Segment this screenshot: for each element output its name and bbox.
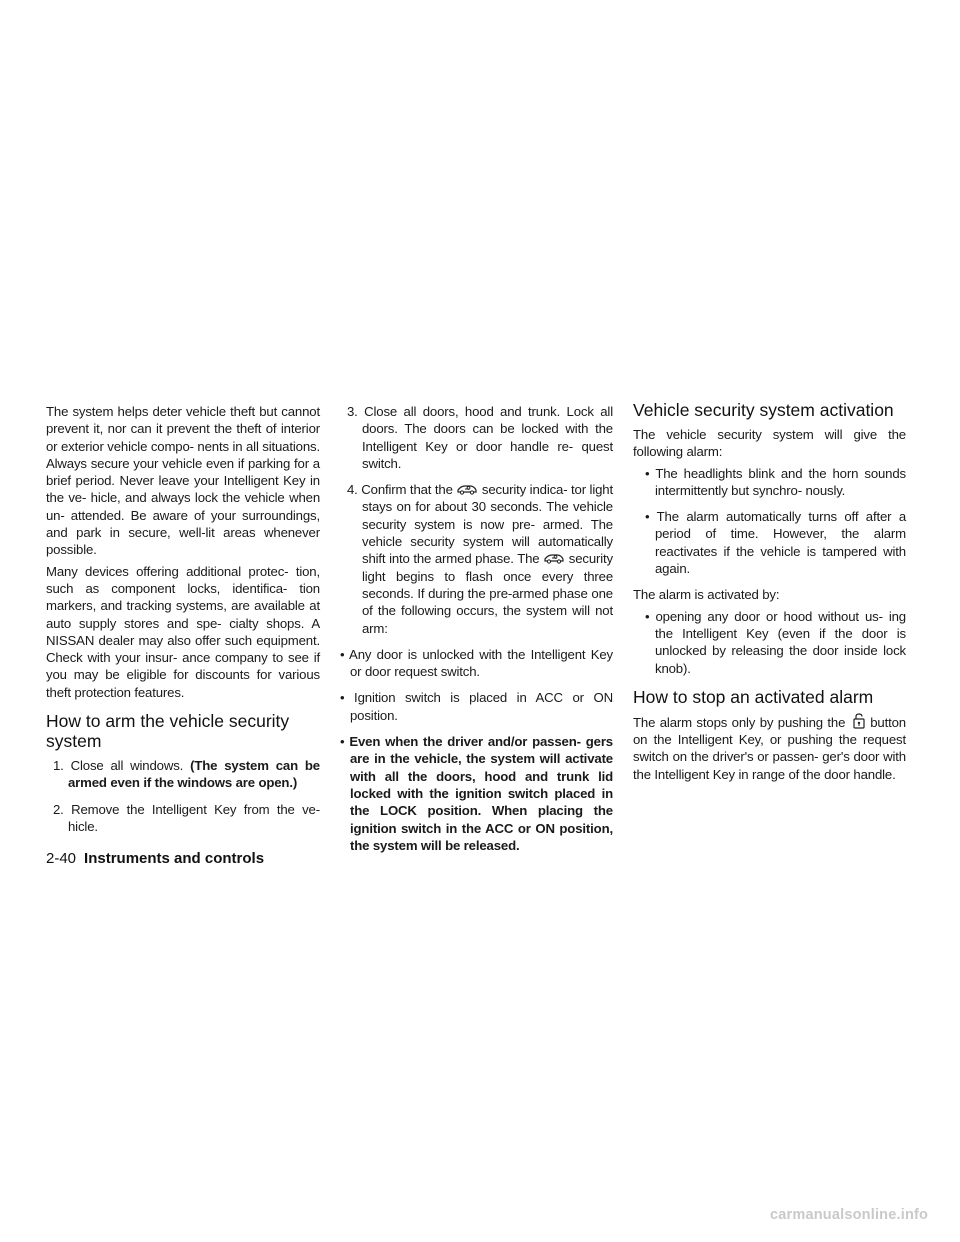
alarm-bullet-2: • The alarm automatically turns off after a period of time. However, the alarm reactivates if the vehicle is tampered with again. (645, 509, 906, 577)
stop-alarm-text (633, 713, 906, 783)
activation-intro: The vehicle security system will give the following alarm: (633, 427, 906, 460)
page-footer (46, 850, 264, 868)
column-right (633, 400, 906, 787)
activated-bullet-1: • opening any door or hood without us- ing the Intelligent Key (even if the door is unlocked by releasing the door inside lock knob). (645, 608, 906, 676)
security-indicator-icon (543, 552, 565, 564)
page-number: 2-40 (46, 850, 77, 867)
heading-security-activation: Vehicle security system activation (633, 400, 894, 420)
heading-stop-alarm: How to stop an activated alarm (633, 686, 874, 707)
step-4-part-b: security indica- tor light stays on for about 30 seconds. The vehicle security system is now pre- armed. The vehicle security system will automatically shift into the armed phase. The (362, 482, 613, 567)
step-1-text: 1. Close all windows. (53, 758, 191, 774)
alarm-bullet-1: • The headlights blink and the horn sounds intermittently but synchro- nously. (645, 465, 906, 498)
section-title: Instruments and controls (84, 850, 265, 867)
prearm-bullet-1: • Any door is unlocked with the Intelligent Key or door request switch. (340, 646, 613, 680)
step-4-part-c: security light begins to flash once every three seconds. If during the pre-armed phase one of the following occurs, the system will not arm: (362, 551, 613, 636)
column-left (46, 403, 320, 844)
step-3: 3. Close all doors, hood and trunk. Lock all doors. The doors can be locked with the Intelligent Key or door handle re- quest switch. (347, 404, 613, 471)
column-middle (340, 403, 613, 863)
unlock-button-icon (852, 713, 866, 729)
heading-arm-security: How to arm the vehicle security system (46, 711, 290, 752)
stop-part-a: The alarm stops only by pushing the (633, 714, 850, 730)
intro-paragraph-1: The system helps deter vehicle theft but cannot prevent it, nor can it prevent the theft of interior or exterior vehicle compo- nents in all situations. Always secure your vehicle even if parking for a brief period. Never leave your Intelligent Key in the ve- hicle, and always lock the vehicle when un- attended. Be aware of your surroundings, and park in secure, well-lit areas whenever possible. (46, 404, 320, 558)
stop-part-b: button on the Intelligent Key, or pushing the request switch on the driver's or passen- ger's door with the Intelligent Key in range of the door handle. (633, 714, 906, 782)
bullet-marker: • (340, 734, 350, 750)
prearm-bullet-3 (340, 733, 613, 854)
step-1 (46, 757, 320, 792)
step-4-part-a: 4. Confirm that the (347, 482, 457, 498)
step-1-note: (The system can be armed even if the windows are open.) (68, 758, 320, 791)
prearm-bullet-2: • Ignition switch is placed in ACC or ON position. (340, 690, 613, 723)
prearm-bullet-3-text: Even when the driver and/or passen- gers are in the vehicle, the system will activate with all the doors, hood and trunk lid locked with the ignition switch placed in the LOCK position. When placing the ignition switch in the ACC or ON position, the system will be released. (349, 734, 613, 853)
intro-paragraph-2: Many devices offering additional protec- tion, such as component locks, identifica- tion markers, and tracking systems, are available at auto supply stores and spe- cialty shops. A NISSAN dealer may also offer such equipment. Check with your insur- ance company to see if you may be eligible for discounts for various theft protection features. (46, 563, 320, 700)
activated-by: The alarm is activated by: (633, 587, 780, 603)
security-indicator-icon (456, 483, 478, 495)
step-4 (340, 481, 613, 637)
step-2: 2. Remove the Intelligent Key from the ve- hicle. (53, 801, 320, 834)
watermark: carmanualsonline.info (770, 1207, 929, 1223)
